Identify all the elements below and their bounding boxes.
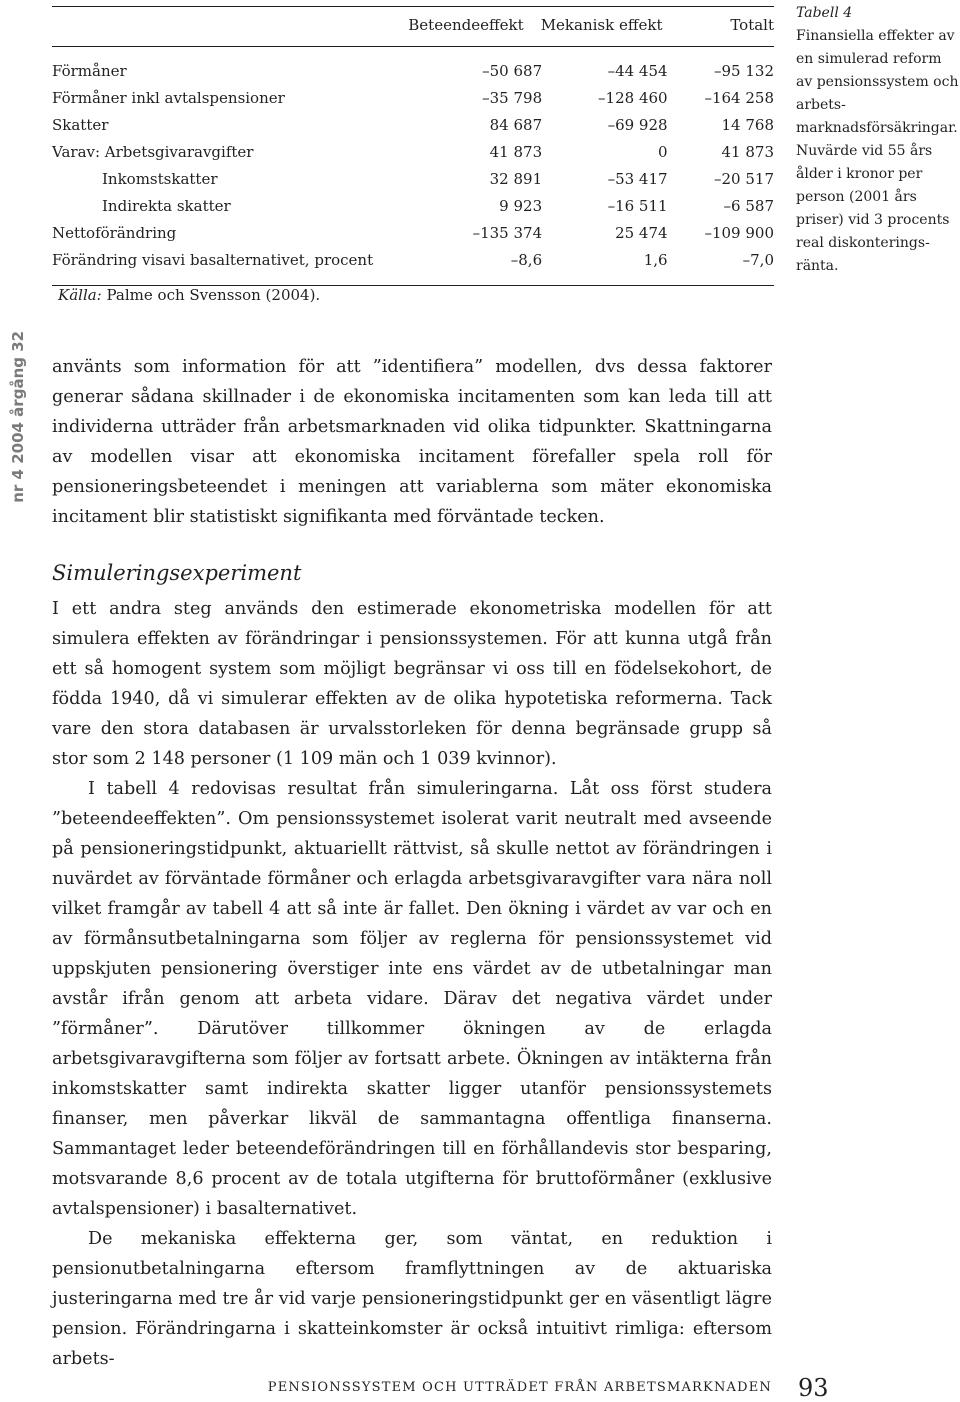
row-label: Förmåner (52, 61, 127, 80)
body-text (52, 352, 772, 1374)
row-label: Varav: Arbetsgivaravgifter (52, 142, 254, 161)
running-head: PENSIONSSYSTEM OCH UTTRÄDET FRÅN ARBETSMARKNADEN (267, 1380, 772, 1395)
paragraph: använts som information för att ”identifiera” modellen, dvs dessa faktorer generar sådana skillnader i de ekonomiska incitamenten som kan leda till att individerna utträder från arbetsmarknaden vid olika tidpunkter. Skattningarna av modellen visar att ekonomiska incitament förefaller spela roll för pensioneringsbeteendet i meningen att variablerna som mäter ekonomiska incitament blir statistiskt signifikanta med förväntade tecken. (52, 357, 772, 527)
paragraph: De mekaniska effekterna ger, som väntat, en reduktion i pensionutbetalningarna eftersom framflyttningen av de aktuariska justeringarna med tre år vid varje pensioneringstidpunkt ger en väsentligt lägre pension. Förändringarna i skatteinkomster är också intuitivt rimliga: eftersom arbets- (52, 1229, 772, 1369)
row-label: Indirekta skatter (102, 196, 231, 215)
source-label: Källa: (58, 286, 102, 304)
table-row (52, 246, 774, 273)
table-cell: 9 923 (499, 196, 543, 215)
table-cell: –69 928 (607, 115, 668, 134)
table-cell: –109 900 (704, 223, 774, 242)
spine-label: nr 4 2004 årgång 32 (9, 330, 27, 503)
table-cell: –16 511 (607, 196, 668, 215)
table-row (52, 192, 774, 219)
table-cell: 41 873 (721, 142, 774, 161)
table-cell: –135 374 (472, 223, 543, 242)
journal-issue-spine (0, 0, 27, 1402)
row-label: Förmåner inkl avtalspensioner (52, 88, 285, 107)
table-cell: –44 454 (607, 61, 668, 80)
results-table-block (52, 6, 774, 286)
table-caption (796, 2, 960, 278)
table-cell: –128 460 (598, 88, 668, 107)
table-cell: –7,0 (742, 250, 774, 269)
row-label: Nettoförändring (52, 223, 177, 242)
table-row (52, 219, 774, 246)
table-row (52, 84, 774, 111)
table-cell: –35 798 (482, 88, 543, 107)
page-number: 93 (798, 1374, 829, 1402)
table-cell: –6 587 (723, 196, 774, 215)
table-header-cell (52, 7, 408, 46)
table-cell: –8,6 (510, 250, 543, 269)
paragraph: I ett andra steg används den estimerade ekonometriska modellen för att simulera effekten av förändringar i pensionssystemen. För att kunna utgå från ett så homogent system som möjligt begränsar vi oss till en födelsekohort, de födda 1940, då vi simulerar effekten av de olika hypotetiska reformerna. Tack vare den stora databasen är urvalsstorleken för denna begränsade grupp så stor som 2 148 personer (1 109 män och 1 039 kvinnor). (52, 599, 772, 769)
results-table-body (52, 47, 774, 285)
caption-text: Finansiella effekter av en simulerad reform av pensionssystem och arbetsmarknadsförsäkringar. Nuvärde vid 55 års ålder i kronor per person (2001 års priser) vid 3 procents real diskonteringsränta. (796, 28, 959, 274)
table-header-cell: Beteendeeffekt (408, 16, 524, 34)
row-label: Skatter (52, 115, 109, 134)
table-header-cell: Totalt (730, 16, 774, 34)
table-source (58, 286, 320, 304)
table-cell: 1,6 (643, 250, 668, 269)
table-cell: 14 768 (721, 115, 774, 134)
results-table (52, 7, 774, 46)
table-header-row (52, 7, 774, 46)
section-heading: Simuleringsexperiment (52, 561, 302, 585)
table-row (52, 111, 774, 138)
table-header-cell: Mekanisk effekt (540, 16, 663, 34)
table-row (52, 57, 774, 84)
table-cell: 41 873 (489, 142, 543, 161)
paragraph: I tabell 4 redovisas resultat från simuleringarna. Låt oss först studera ”beteendeeffekten”. Om pensionssystemet isolerat varit neutralt med avseende på pensioneringstidpunkt, aktuariellt rättvist, så skulle nettot av förändringen i nuvärdet av förväntade förmåner och erlagda arbetsgivaravgifter vara nära noll vilket framgår av tabell 4 att så inte är fallet. Den ökning i värdet av var och en av förmånsutbetalningarna som följer av reglerna för pensionssystemet vid uppskjuten pensionering överstiger inte ens värdet av de utbetalningar man avstår ifrån genom att arbeta vidare. Därav det negativa värdet under ”förmåner”. Därutöver tillkommer ökningen av de erlagda arbetsgivaravgifterna som följer av fortsatt arbete. Ökningen av intäkterna från inkomstskatter samt indirekta skatter ligger utanför pensionssystemets finanser, men påverkar likväl de sammantagna offentliga finanserna. Sammantaget leder beteendeförändringen till en förhållandevis stor besparing, motsvarande 8,6 procent av de totala utgifterna för bruttoförmåner (exklusive avtalspensioner) i basalternativet. (52, 779, 772, 1219)
row-label: Inkomstskatter (102, 169, 218, 188)
table-cell: 84 687 (489, 115, 543, 134)
source-text: Palme och Svensson (2004). (101, 286, 321, 304)
table-cell: –20 517 (714, 169, 774, 188)
table-cell: –164 258 (704, 88, 774, 107)
caption-title: Tabell 4 (796, 5, 853, 21)
table-cell: –53 417 (607, 169, 668, 188)
table-cell: 32 891 (489, 169, 543, 188)
table-row (52, 165, 774, 192)
table-cell: –50 687 (482, 61, 543, 80)
table-cell: –95 132 (714, 61, 774, 80)
table-cell: 0 (658, 142, 668, 161)
table-row (52, 138, 774, 165)
table-cell: 25 474 (615, 223, 668, 242)
row-label: Förändring visavi basalternativet, procent (52, 250, 374, 269)
